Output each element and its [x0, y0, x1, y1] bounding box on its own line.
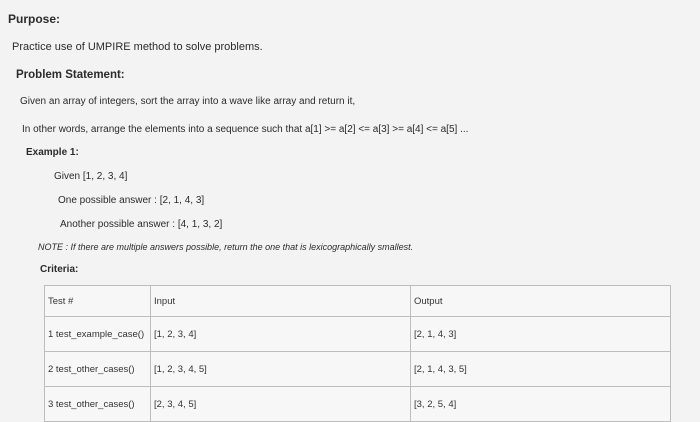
note-text: NOTE : If there are multiple answers possible, return the one that is lexicographically smallest.: [38, 242, 414, 252]
cell-test: 1 test_example_case(): [45, 317, 151, 352]
purpose-text: Practice use of UMPIRE method to solve problems.: [12, 41, 263, 53]
cell-output: [3, 2, 5, 4]: [411, 387, 671, 422]
problem-heading: Problem Statement:: [16, 69, 125, 81]
cell-test: 3 test_other_cases(): [45, 387, 151, 422]
example-answer-2: Another possible answer : [4, 1, 3, 2]: [60, 219, 223, 230]
cell-output: [2, 1, 4, 3, 5]: [411, 352, 671, 387]
table-row: [45, 352, 671, 387]
cell-test: 2 test_other_cases(): [45, 352, 151, 387]
cell-output: [2, 1, 4, 3]: [411, 317, 671, 352]
criteria-table: [44, 285, 671, 422]
cell-input: [1, 2, 3, 4]: [151, 317, 411, 352]
example-answer-1: One possible answer : [2, 1, 4, 3]: [58, 195, 205, 206]
purpose-heading: Purpose:: [8, 12, 61, 26]
example-given: Given [1, 2, 3, 4]: [54, 171, 128, 182]
table-row: [45, 387, 671, 422]
problem-line-1: Given an array of integers, sort the array into a wave like array and return it,: [20, 96, 356, 107]
example-heading: Example 1:: [26, 147, 79, 158]
table-row: [45, 317, 671, 352]
cell-input: [2, 3, 4, 5]: [151, 387, 411, 422]
criteria-heading: Criteria:: [40, 264, 79, 275]
header-input: Input: [151, 286, 411, 317]
problem-line-2: In other words, arrange the elements into a sequence such that a[1] >= a[2] <= a[3] >= a[4] <= a[5] ...: [22, 124, 469, 135]
header-output: Output: [411, 286, 671, 317]
header-test: Test #: [45, 286, 151, 317]
cell-input: [1, 2, 3, 4, 5]: [151, 352, 411, 387]
table-header-row: [45, 286, 671, 317]
